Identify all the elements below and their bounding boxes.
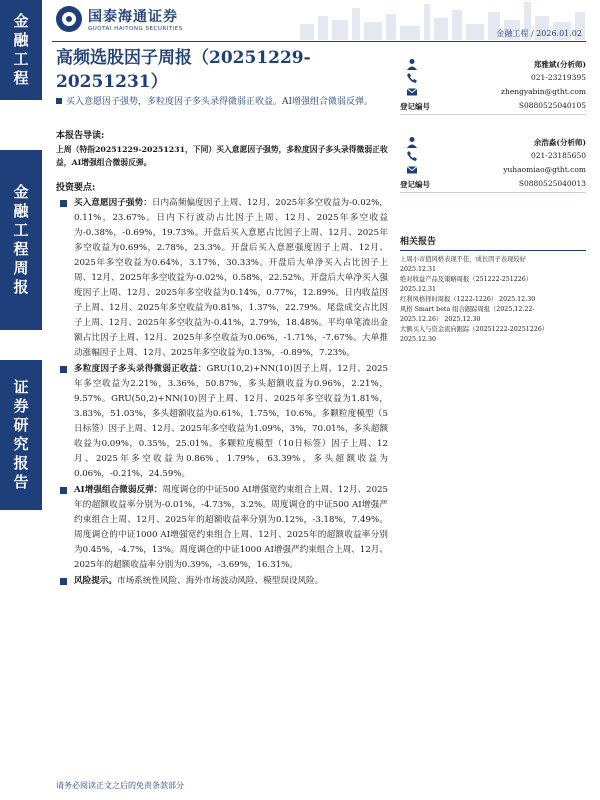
related-reports-title: 相关报告 <box>400 234 586 251</box>
sidebar-char: 证 <box>13 378 29 396</box>
invest-points-heading: 投资要点: <box>56 183 96 193</box>
related-report-date: 2025.12.31 <box>400 286 437 293</box>
sidebar-char: 工 <box>13 50 29 68</box>
report-summary-text: 买入意愿因子强势，多粒度因子多头录得微弱正收益。AI增强组合微弱反弹。 <box>66 97 374 107</box>
report-summary <box>56 96 396 109</box>
square-bullet-icon <box>60 578 67 585</box>
related-report-link[interactable]: 上周小市值风格表现不佳，成长因子表现较好 <box>400 256 526 263</box>
analyst-phone: 021-23219395 <box>530 73 586 82</box>
disclaimer-footer: 请务必阅读正文之后的免责条款部分 <box>56 781 184 790</box>
sidebar-char: 程 <box>13 240 29 258</box>
invest-point <box>56 362 388 482</box>
invest-point-label: AI增强组合微弱反弹： <box>74 485 163 495</box>
analyst-name: 余浩淼(分析师) <box>533 138 586 147</box>
sidebar-char: 券 <box>13 397 29 415</box>
sidebar-char: 程 <box>13 69 29 87</box>
person-icon <box>406 58 418 70</box>
analyst-reg-label: 登记编号 <box>400 180 430 189</box>
analyst-divider <box>400 114 586 115</box>
sidebar-char: 金 <box>13 183 29 201</box>
logo-name-cn: 国泰海通证券 <box>88 9 178 25</box>
invest-point-label: 风险提示。 <box>74 576 117 586</box>
related-report-date: 2025.12.26） 2025.12.30 <box>400 316 481 323</box>
phone-icon <box>406 72 418 84</box>
square-bullet-icon <box>60 487 67 494</box>
sidebar-char: 研 <box>13 416 29 434</box>
guide-heading: 本报告导读: <box>56 131 105 141</box>
square-bullet-icon <box>60 366 67 373</box>
invest-point <box>56 483 388 573</box>
related-report-date: 2025.12.30 <box>400 336 437 343</box>
header-divider <box>52 41 586 42</box>
report-title <box>56 46 396 94</box>
sidebar-char: 告 <box>13 473 29 491</box>
report-title-line: 高频选股因子周报（20251229- <box>56 48 311 68</box>
invest-point-text: 周度调仓的中证500 AI增强宽约束组合上周、12月、2025年的超额收益率分别为-0.01%，-4.73%，3.2%。周度调仓的中证500 AI增强严约束组合上周、12月、2025年的超额收益率分别为0.12%，-3.18%，7.49%。周度调仓的中证1000 AI增强宽约束组合上周、12月、2025年的超额收益率分别为0.45%，-4.7%，13%。周度调仓的中证1000 AI增强严约束组合上周、12月、2025年的超额收益率分别为0.39%，-3.69%，16.31%。 <box>74 485 388 570</box>
report-title-line: 20251231） <box>56 72 168 92</box>
email-icon <box>406 86 418 98</box>
logo-name-en: GUOTAI HAITONG SECURITIES <box>88 26 183 32</box>
related-reports <box>400 234 586 345</box>
analyst-reg-no: S0880525040105 <box>518 101 586 110</box>
invest-points <box>56 196 388 590</box>
analyst-reg-no: S0880525040013 <box>518 179 586 188</box>
related-report-date: 2025.12.31 <box>400 266 437 273</box>
analyst-email[interactable]: yuhaomiao@gtht.com <box>503 165 586 174</box>
invest-point <box>56 574 388 589</box>
guide-text: 上周（特指20251229-20251231，下同）买入意愿因子强势，多粒度因子多头录得微弱正收益，AI增强组合微弱反弹。 <box>56 145 388 167</box>
analyst-reg-label: 登记编号 <box>400 102 430 111</box>
analyst-card <box>400 128 586 208</box>
invest-point-text: 日内高频偏度因子上周、12月、2025年多空收益为-0.02%，0.11%，23.67%。日内下行波动占比因子上周、12月、2025年多空收益为-0.38%，-0.69%，19.73%。开盘后买入意愿占比因子上周、12月、2025年多空收益为0.69%，2.78%，23.3%。开盘后买入意愿强度因子上周、12月、2025年多空收益为0.64%，3.17%，30.33%。开盘后大单净买入占比因子上周、12月、2025年多空收益为-0.02%，0.58%，22.52%。开盘后大单净买入强度因子上周、12月、2025年多空收益为0.14%，0.77%，12.89%。日内收益因子上周、12月、2025年多空收益为0.81%，1.37%，22.79%。尾盘成交占比因子上周、12月、2025年多空收益为-0.41%，2.79%，18.48%。平均单笔流出金额占比因子上周、12月、2025年多空收益为0.06%，-1.71%，-7.67%。大单推动涨幅因子上周、12月、2025年多空收益为0.13%，-0.89%，7.23%。 <box>74 198 388 358</box>
related-report-link[interactable]: 绝对收益产品及策略周报（251222-251226） <box>400 276 533 283</box>
square-bullet-icon <box>56 98 62 104</box>
invest-point-text: GRU(10,2)+NN(10)因子上周、12月、2025年多空收益为2.21%，3.36%，50.87%，多头超额收益为0.96%，2.21%，9.57%。GRU(50,2)+NN(10)因子上周、12月、2025年多空收益为1.81%，3.83%，51.03%，多头超额收益为0.61%，1.75%，10.6%。多颗粒度模型（5日标签）因子上周、12月、2025年多空收益为1.09%，3%，70.01%，多头超额收益为0.09%，0.35%，25.01%。多颗粒度模型（10日标签）因子上周、12月、2025年多空收益为0.86%，1.79%，63.39%，多头超额收益为0.06%，-0.21%，24.59%。 <box>74 364 388 479</box>
sidebar-block-research <box>0 360 42 510</box>
logo-icon <box>56 6 82 32</box>
related-report-link[interactable]: 风格 Smart beta 组合跟踪周报（2025.12.22- <box>400 306 535 313</box>
invest-point-label: 多粒度因子多头录得微弱正收益： <box>74 364 207 374</box>
sidebar-char: 究 <box>13 435 29 453</box>
person-icon <box>406 136 418 148</box>
sidebar-char: 融 <box>13 31 29 49</box>
related-report-link[interactable]: 红利风格择时周报（1222-1226） 2025.12.30 <box>400 296 536 303</box>
invest-point-text: 市场系统性风险、海外市场波动风险、模型误设风险。 <box>116 576 324 586</box>
analyst-name: 郑雅斌(分析师) <box>533 60 586 69</box>
left-sidebar <box>0 0 42 800</box>
sidebar-block-category <box>0 0 42 100</box>
sidebar-char: 报 <box>13 454 29 472</box>
invest-point-label: 买入意愿因子强势： <box>74 198 152 208</box>
square-bullet-icon <box>60 200 67 207</box>
sidebar-char: 报 <box>13 278 29 296</box>
sidebar-block-report-type <box>0 150 42 330</box>
sidebar-char: 周 <box>13 259 29 277</box>
sidebar-char: 工 <box>13 221 29 239</box>
invest-point <box>56 196 388 361</box>
sidebar-char: 金 <box>13 12 29 30</box>
analyst-divider <box>400 192 586 193</box>
related-report-link[interactable]: 大额买入与资金流向跟踪（20251222-20251226） <box>400 326 549 333</box>
phone-icon <box>406 150 418 162</box>
header-category-date: 金融工程 / 2026.01.02 <box>496 29 582 38</box>
sidebar-char: 融 <box>13 202 29 220</box>
analyst-phone: 021-23185650 <box>530 151 586 160</box>
analyst-card <box>400 50 586 130</box>
analyst-email[interactable]: zhengyabin@gtht.com <box>501 87 586 96</box>
brand-logo <box>56 6 183 32</box>
email-icon <box>406 164 418 176</box>
